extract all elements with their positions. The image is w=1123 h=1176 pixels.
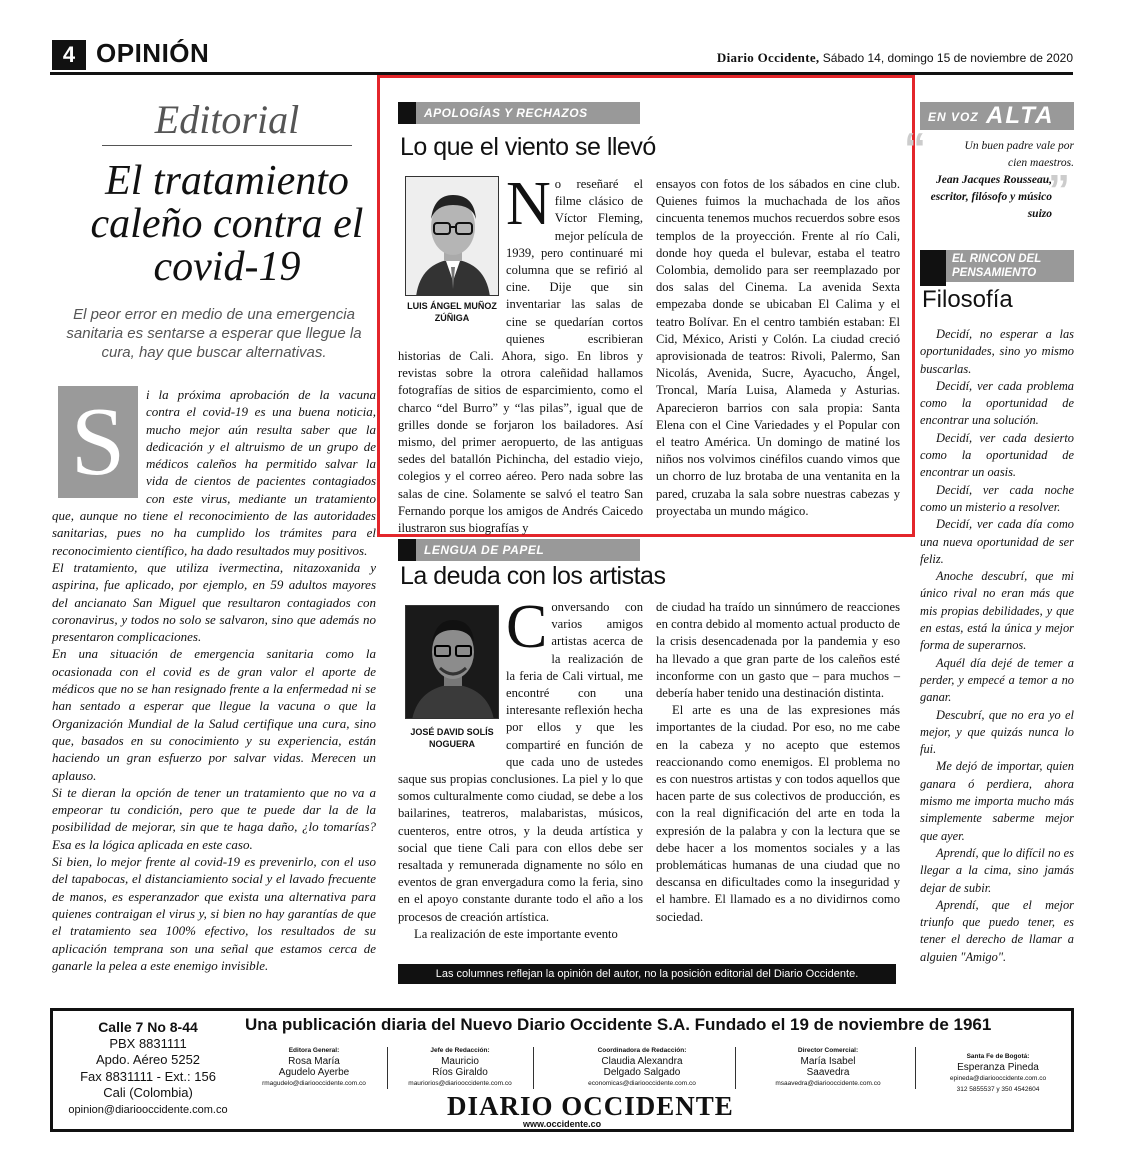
staff-divider — [735, 1047, 736, 1089]
column2-left-body-2: La realización de este importante evento — [414, 926, 618, 941]
section-title: OPINIÓN — [96, 38, 210, 68]
column1-title: Lo que el viento se llevó — [400, 133, 656, 161]
address-street: Calle 7 No 8-44 — [98, 1019, 198, 1035]
rincon-paragraph: Decidí, ver cada problema como la oportunidad de encontrar una solución. — [920, 378, 1074, 428]
column2-left-body: onversando con varios amigos artistas acerca de la realización de la feria de Cali virtual, me encontré con una interesante reflexión hecha por ellos y que les compartiré en función de que cada uno de ustedes saque sus propias conclusiones. La piel y lo que somos culturalmente como ciudad, se debe a los bailarines, teatreros, malabaristas, músicos, cuenteros, entre otros, y la deuda artística y social que tiene Cali para con ellos debe ser resaltada y remunerada dignamente no sólo en eventos de gran envergadura como la feria, sino en el apoyo constante durante todo el año a los procesos de creación artística. — [398, 600, 643, 924]
editorial-paragraph: En una situación de emergencia sanitaria como la ocasionada con el covid es de gran valor el aporte de médicos que no se han resignado frente a la enfermedad ni se han sentado a esperar que llegue la vacuna o que la Organización Mundial de la Salud certifique una cura, sino que, basados en su conocimiento y su experiencia, están haciendo un gran esfuerzo por salvar vidas. Merecen un aplauso. — [52, 646, 376, 783]
rincon-paragraph: Aquél día dejé de temer a perder, y empecé a temor a no ganar. — [920, 655, 1074, 705]
editorial-paragraph: Si bien, lo mejor frente al covid-19 es prevenirlo, con el uso del tapabocas, el distanciamiento social y el lavado frecuente de manos, es esperanzador que exista una alternativa para quienes contraigan el virus y, si bien no hay garantías de que el tratamiento sea 100% efectivo, los resultados de su aplicación temprana son una señal que estamos cerca de ganarle la pelea a este enemigo invisible. — [52, 854, 376, 973]
column2-left-text — [398, 593, 643, 943]
column2-kicker: LENGUA DE PAPEL — [398, 539, 640, 561]
voz-alta-banner — [920, 102, 1074, 130]
column2-right-text — [656, 599, 900, 926]
column1-left-body: o reseñaré el filme clásico de Víctor Fleming, mejor película de 1939, pero continuaré mi columna que se refirió al cine. Dije que sin inventariar las salas de cine se quedarían cortos quienes escribieran historias de Cali. Ahora, sigo. En libros y revistas sobre la otrora caleñidad hallamos fotografías de sitios de esparcimiento, como el charco “del Burro” y “las pilas”, igual que de grilles donde se forjaron los bailadores. Así mismo, del primer aeropuerto, de las antiguas sedes del batallón Pichincha, del estadio viejo, colegios y el correo aéreo. Pero nada sobre las salas de cine. Solamente se salvó el teatro San Fernando porque los amigos de Andrés Caicedo ilustraron sus biografías y — [398, 177, 643, 536]
rincon-paragraph: Decidí, ver cada noche como un misterio a resolver. — [920, 482, 1074, 514]
masthead — [50, 1008, 1074, 1132]
address-city: Cali (Colombia) — [103, 1085, 193, 1100]
staff-jefe: Jefe de Redacción: Mauricio Ríos Giraldo mauriorios@diariooccidente.com.co — [408, 1047, 512, 1087]
kicker-block — [398, 539, 416, 561]
column2-right-body-2: El arte es una de las expresiones más importantes de la ciudad. Por eso, no me cabe en la cabeza y no acepto que estemos reaccionando como enemigos. El problema no es con nuestros artistas y con todos aquellos que hacen parte de sus colectivos de producción, es con la real dignificación del arte en toda la expresión de la palabra y con la lectura que se debe hacer a los momentos sociales y a las problemáticas humanas de una ciudad que no descansa en dificultades como la inseguridad y el hambre. El llamado es a no dividirnos como sociedad. — [656, 703, 900, 924]
staff-divider — [533, 1047, 534, 1089]
editorial-subtitle: El peor error en medio de una emergencia sanitaria es sentarse a esperar que llegue la cura, hay que buscar alternativas. — [66, 306, 362, 361]
voz-alta-quote-block — [922, 138, 1074, 223]
rincon-paragraph: Decidí, no esperar a las oportunidades, sino yo mismo buscarlas. — [920, 327, 1074, 376]
column2-author: JOSÉ DAVID SOLÍS NOGUERA — [410, 727, 494, 749]
editorial-paragraph: i la próxima aprobación de la vacuna contra el covid-19 es una buena noticia, mucho mejor aún resulta saber que la dedicación y el altruismo de un grupo de médicos caleños ha permitido salvar la vida de cientos de pacientes contagiados con este virus, mediante un tratamiento que, aunque no tiene el reconocimiento de las autoridades sanitarias, pues no ha cumplido los trámites para el reconocimiento científico, ha dado resultados muy positivos. — [52, 387, 376, 558]
rincon-paragraph: Me dejó de importar, quien ganara ó perdiera, ahora mismo me importa mucho más simplemente saberme mejor que ayer. — [920, 759, 1074, 843]
masthead-logo: DIARIO OCCIDENTE — [447, 1091, 734, 1121]
column2-title: La deuda con los artistas — [400, 562, 666, 590]
voz-alta-author: Jean Jacques Rousseau, escritor, filósofo y músico suizo — [930, 174, 1052, 220]
kicker-block — [398, 102, 416, 124]
masthead-address — [53, 1019, 243, 1118]
editorial-kicker: Editorial — [102, 96, 352, 146]
column2-right-body: de ciudad ha traído un sinnúmero de reacciones en contra debido al momento actual producto de la crisis desencadenada por la pandemia y eso ha llevado a que gran parte de los caleños esté inconforme con un gasto que – para muchos – debería haber tenido una destinación distinta. — [656, 600, 900, 701]
rincon-title: Filosofía — [922, 286, 1013, 313]
voz-alta-small: EN VOZ — [928, 110, 979, 124]
rincon-paragraph: Decidí, ver cada desierto como la oportunidad de encontrar un oasis. — [920, 430, 1074, 480]
editorial-body — [52, 386, 376, 974]
staff-editora: Editora General: Rosa María Agudelo Ayerbe rmagudelo@diariooccidente.com.co — [262, 1047, 366, 1087]
issue-date: Sábado 14, domingo 15 de noviembre de 2020 — [819, 51, 1073, 65]
address-fax: Fax 8831111 - Ext.: 156 — [80, 1068, 216, 1084]
rincon-paragraph: Aprendí, que lo difícil no es llegar a la cima, sino jamás dejar de subir. — [920, 845, 1074, 895]
disclaimer-bar: Las columnes reflejan la opinión del autor, no la posición editorial del Diario Occidente. — [398, 964, 896, 984]
column2-dropcap: C — [506, 593, 548, 661]
photo-spacer — [398, 599, 506, 769]
rincon-paragraph: Descubrí, que no era yo el mejor, y que quizás nunca lo fui. — [920, 707, 1074, 757]
staff-director: Director Comercial: María Isabel Saavedra msaavedra@diariooccidente.com.co — [775, 1047, 881, 1087]
editorial — [52, 96, 376, 974]
address-apdo: Apdo. Aéreo 5252 — [95, 1052, 201, 1067]
column1-kicker: APOLOGÍAS Y RECHAZOS — [398, 102, 640, 124]
rincon-paragraph: Anoche descubrí, que mi único rival no eran más que mis propias debilidades, y que en estas, está la única y mejor forma de superarnos. — [920, 569, 1074, 653]
editorial-dropcap: S — [58, 386, 138, 498]
address-email[interactable]: opinion@diariooccidente.com.co — [68, 1103, 228, 1116]
staff-divider — [387, 1047, 388, 1089]
masthead-url[interactable]: www.occidente.co — [523, 1119, 602, 1129]
staff-coordinadora: Coordinadora de Redacción: Claudia Alexandra Delgado Salgado economicas@diariooccidente.com.co — [588, 1047, 696, 1087]
staff-bogota: Santa Fe de Bogotá: Esperanza Pineda epineda@diariooccidente.com.co 312 5855537 y 350 4542604 — [949, 1053, 1047, 1093]
page-number: 4 — [52, 40, 86, 70]
staff-divider — [915, 1047, 916, 1089]
photo-spacer — [398, 176, 506, 346]
voz-alta-quote: Un buen padre vale por cien maestros. — [964, 140, 1074, 169]
paper-name: Diario Occidente, — [716, 50, 820, 65]
close-quote-icon: ” — [1048, 166, 1070, 215]
column1-left-text — [398, 170, 643, 537]
dateline — [717, 50, 1073, 66]
editorial-paragraph: Si te dieran la opción de tener un tratamiento que no va a empeorar tu condición, pero que te puede dar la de la posibilidad de mejorar, sin que te haga daño, ¿lo tomarías? Esa es la lógica aplicada en este caso. — [52, 784, 376, 852]
rincon-paragraph: Aprendí, que el mejor triunfo que puedo tener, es tener el derecho de llamar a alguien "Amigo". — [920, 897, 1074, 964]
column1-right-text: ensayos con fotos de los sábados en cine club. Quienes fuimos la muchachada de los años cincuenta tenemos muchos recuerdos sobre esos templos de la proyección. Frente al río Cali, donde hoy queda el bulevar, estaba el teatro Colombia, demolido para ser reemplazado por dos salas del Cinema. La avenida Sexta empezaba donde se ubicaban El Calima y el teatro Bolívar. En el centro también estaban: El Cid, México, Aristi y Colón. La ciudad creció aprovisionada de teatros: Rivoli, Palermo, San Nicolás, Avenida, Sucre, Ayacucho, Ángel, Troncal, María Luisa, Alameda y Asturias. Aparecieron barrios con sala propia: Santa Elena con el Cine Variedades y el Popular con el teatro América. Un domingo de matiné los niños nos volvimos cinéfilos cuando vimos que un chorro de luz brotaba de una ventanita en la pared, cruzaba la sala sobre nuestras cabezas y proyectaba un mundo mágico. — [656, 177, 900, 518]
column1-dropcap: N — [506, 170, 551, 238]
rincon-body — [920, 326, 1074, 966]
editorial-paragraph: El tratamiento, que utiliza ivermectina, nitazoxanida y aspirina, fue aplicado, por ejemplo, en 59 adultos mayores del ancianato San Miguel que resultaron contagiados con coronavirus, y todos no solo se salvaron, sino que además no presentaron complicaciones. — [52, 559, 376, 645]
masthead-headline: Una publicación diaria del Nuevo Diario Occidente S.A. Fundado el 19 de noviembre de 1961 — [245, 1015, 992, 1034]
column1-author: LUIS ÁNGEL MUÑOZ ZÚÑIGA — [407, 301, 497, 323]
editorial-title: El tratamiento caleño contra el covid-19 — [90, 158, 364, 290]
open-quote-icon: “ — [904, 124, 926, 173]
address-pbx: PBX 8831111 — [109, 1035, 187, 1051]
voz-alta-big: ALTA — [986, 102, 1055, 129]
rincon-paragraph: Decidí, ver cada día como una nueva oportunidad de ser feliz. — [920, 517, 1074, 566]
kicker-block — [920, 250, 946, 286]
rincon-banner: EL RINCON DEL PENSAMIENTO — [920, 250, 1074, 282]
